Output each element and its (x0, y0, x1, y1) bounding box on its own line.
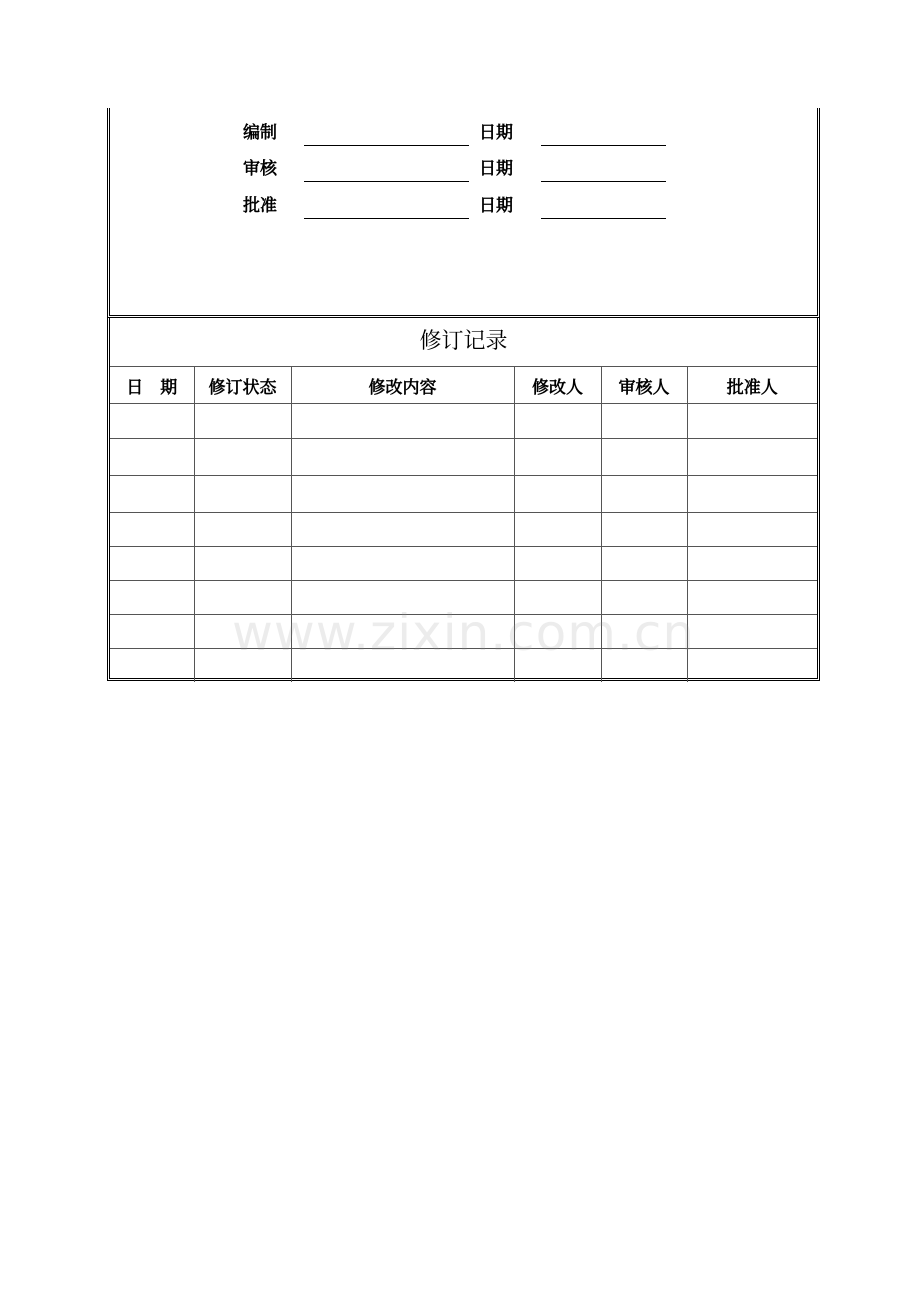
table-cell[interactable] (110, 649, 194, 683)
table-cell[interactable] (110, 404, 194, 439)
table-cell[interactable] (194, 513, 291, 547)
table-cell[interactable] (291, 649, 514, 683)
table-cell[interactable] (687, 439, 817, 476)
signoff-label: 审核 (243, 159, 277, 179)
table-cell[interactable] (194, 649, 291, 683)
table-cell[interactable] (687, 581, 817, 615)
table-cell[interactable] (291, 513, 514, 547)
table-cell[interactable] (291, 581, 514, 615)
table-cell[interactable] (514, 581, 601, 615)
table-row (110, 649, 817, 683)
table-cell[interactable] (601, 649, 687, 683)
table-cell[interactable] (601, 404, 687, 439)
revision-record-section (107, 317, 820, 681)
table-cell[interactable] (601, 439, 687, 476)
table-row (110, 404, 817, 439)
table-cell[interactable] (194, 476, 291, 513)
table-header-row (110, 367, 817, 404)
signoff-label: 编制 (243, 123, 277, 143)
table-cell[interactable] (514, 404, 601, 439)
table-cell[interactable] (687, 513, 817, 547)
table-cell[interactable] (514, 476, 601, 513)
column-header-reviewer: 审核人 (601, 367, 687, 404)
table-cell[interactable] (194, 581, 291, 615)
signoff-row-prepared (110, 108, 817, 143)
table-cell[interactable] (194, 439, 291, 476)
table-cell[interactable] (687, 547, 817, 581)
table-cell[interactable] (514, 513, 601, 547)
table-cell[interactable] (514, 439, 601, 476)
table-cell[interactable] (291, 404, 514, 439)
table-cell[interactable] (291, 547, 514, 581)
table-cell[interactable] (110, 581, 194, 615)
column-header-content: 修改内容 (291, 367, 514, 404)
table-row (110, 513, 817, 547)
date-line[interactable] (541, 218, 666, 219)
table-cell[interactable] (110, 476, 194, 513)
table-cell[interactable] (687, 404, 817, 439)
column-header-date: 日 期 (110, 367, 194, 404)
table-cell[interactable] (110, 513, 194, 547)
table-cell[interactable] (514, 547, 601, 581)
table-cell[interactable] (687, 649, 817, 683)
table-row (110, 581, 817, 615)
table-cell[interactable] (291, 439, 514, 476)
table-row (110, 439, 817, 476)
column-header-approver: 批准人 (687, 367, 817, 404)
date-label: 日期 (479, 159, 513, 179)
date-label: 日期 (479, 123, 513, 143)
table-cell[interactable] (687, 476, 817, 513)
revision-record-title: 修订记录 (110, 317, 817, 367)
signature-line[interactable] (304, 218, 469, 219)
table-cell[interactable] (291, 476, 514, 513)
date-label: 日期 (479, 196, 513, 216)
table-row (110, 615, 817, 649)
table-cell[interactable] (194, 404, 291, 439)
table-cell[interactable] (291, 615, 514, 649)
signoff-label: 批准 (243, 196, 277, 216)
table-cell[interactable] (110, 615, 194, 649)
table-cell[interactable] (601, 513, 687, 547)
watermark: www.zixin.com.cn (232, 604, 696, 662)
table-cell[interactable] (601, 547, 687, 581)
revision-record-table (110, 367, 817, 682)
table-cell[interactable] (514, 615, 601, 649)
table-row (110, 547, 817, 581)
table-cell[interactable] (687, 615, 817, 649)
table-row (110, 476, 817, 513)
column-header-status: 修订状态 (194, 367, 291, 404)
table-cell[interactable] (194, 547, 291, 581)
table-cell[interactable] (110, 439, 194, 476)
table-cell[interactable] (601, 476, 687, 513)
revision-record-body (110, 404, 817, 683)
document-frame (107, 108, 820, 683)
column-header-modifier: 修改人 (514, 367, 601, 404)
table-cell[interactable] (601, 615, 687, 649)
signoff-row-reviewed (110, 144, 817, 179)
table-cell[interactable] (110, 547, 194, 581)
signoff-row-approved (110, 181, 817, 216)
table-cell[interactable] (601, 581, 687, 615)
signoff-section (107, 108, 820, 318)
table-cell[interactable] (194, 615, 291, 649)
table-cell[interactable] (514, 649, 601, 683)
